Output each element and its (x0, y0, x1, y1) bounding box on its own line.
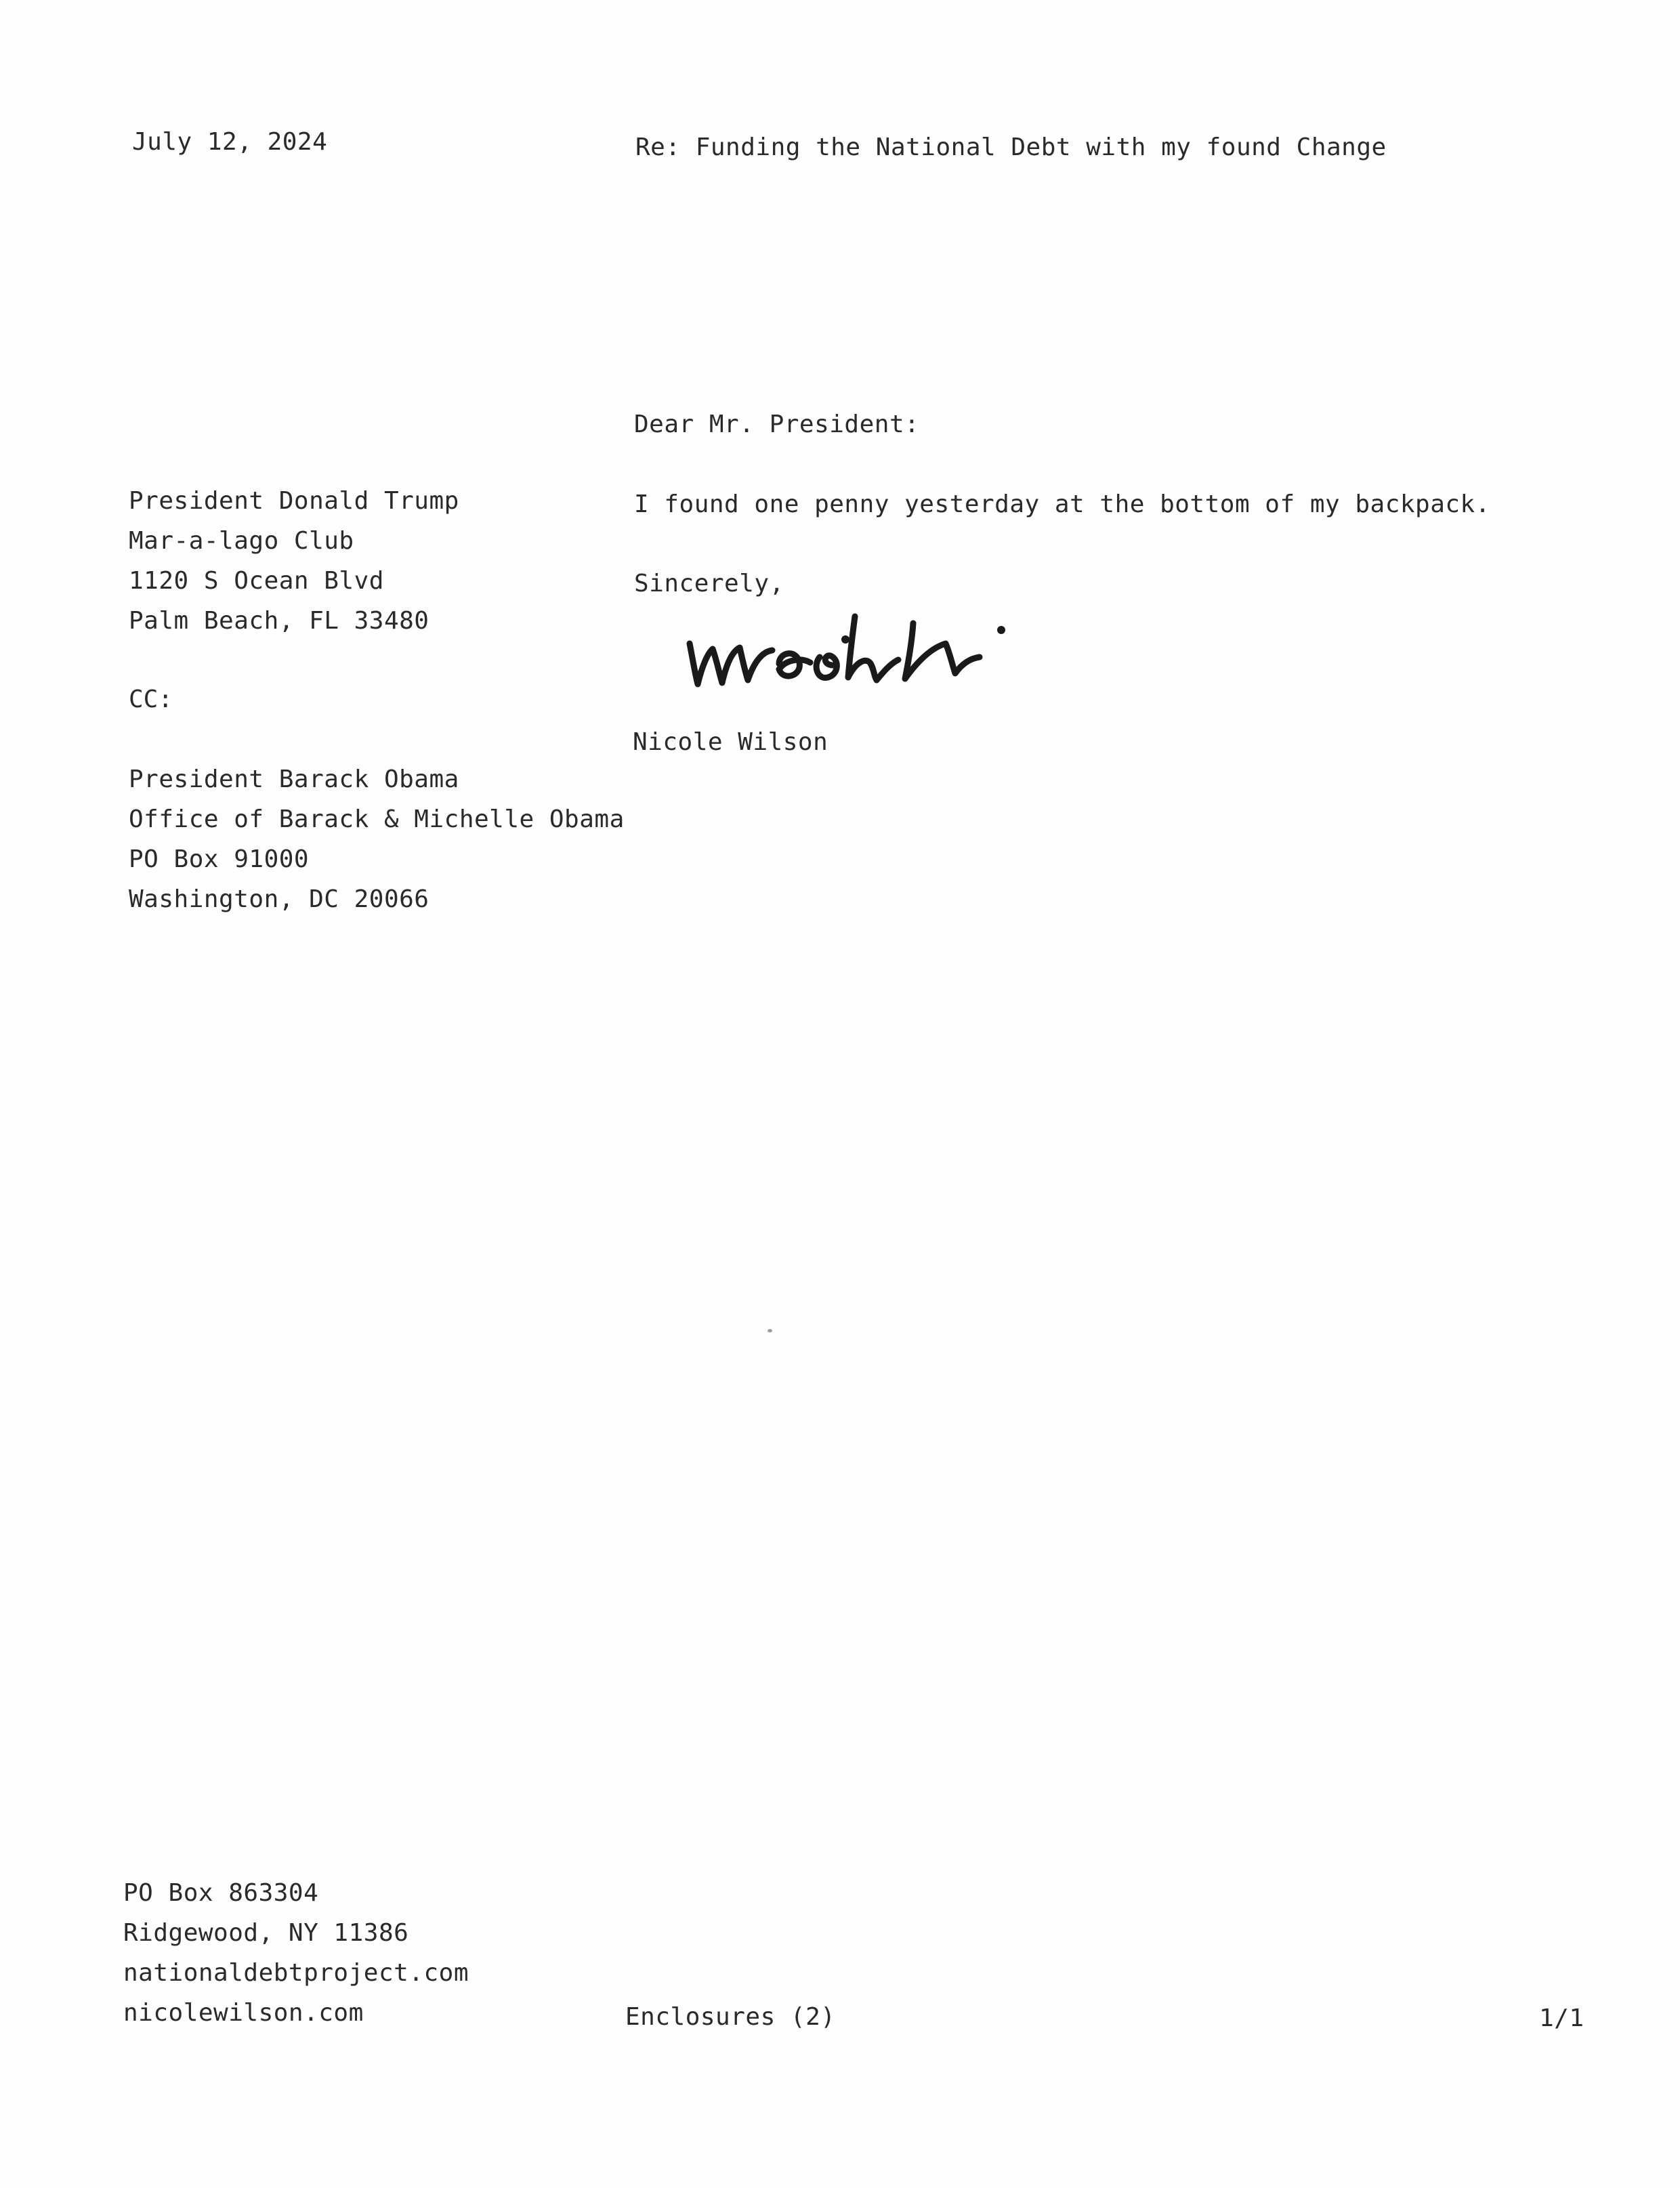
recipient-address (129, 481, 459, 641)
cc-label: CC: (129, 686, 173, 713)
footer-line: nicolewilson.com (123, 1999, 364, 2027)
cc-line: Office of Barack & Michelle Obama (129, 805, 625, 833)
letter-date: July 12, 2024 (132, 128, 328, 156)
salutation: Dear Mr. President: (634, 411, 920, 438)
recipient-line: 1120 S Ocean Blvd (129, 567, 384, 595)
recipient-line: Mar-a-lago Club (129, 527, 354, 555)
letter-closing: Sincerely, (634, 570, 784, 597)
enclosures-note: Enclosures (2) (625, 2003, 836, 2031)
footer-address (123, 1873, 469, 2033)
sender-name: Nicole Wilson (633, 728, 828, 756)
recipient-line: President Donald Trump (129, 487, 459, 515)
cc-line: Washington, DC 20066 (129, 885, 429, 913)
cc-recipient-address (129, 759, 625, 919)
cc-line: President Barack Obama (129, 765, 459, 793)
letter-subject: Re: Funding the National Debt with my found Change (635, 133, 1387, 161)
footer-line: PO Box 863304 (123, 1879, 319, 1907)
recipient-line: Palm Beach, FL 33480 (129, 607, 429, 635)
handwritten-signature (677, 589, 1030, 704)
page-number: 1/1 (1539, 2004, 1584, 2032)
cc-line: PO Box 91000 (129, 845, 310, 873)
footer-line: nationaldebtproject.com (123, 1959, 469, 1987)
footer-line: Ridgewood, NY 11386 (123, 1919, 409, 1947)
letter-body: I found one penny yesterday at the bottom of my backpack. (634, 490, 1490, 518)
scan-speck (768, 1329, 772, 1332)
